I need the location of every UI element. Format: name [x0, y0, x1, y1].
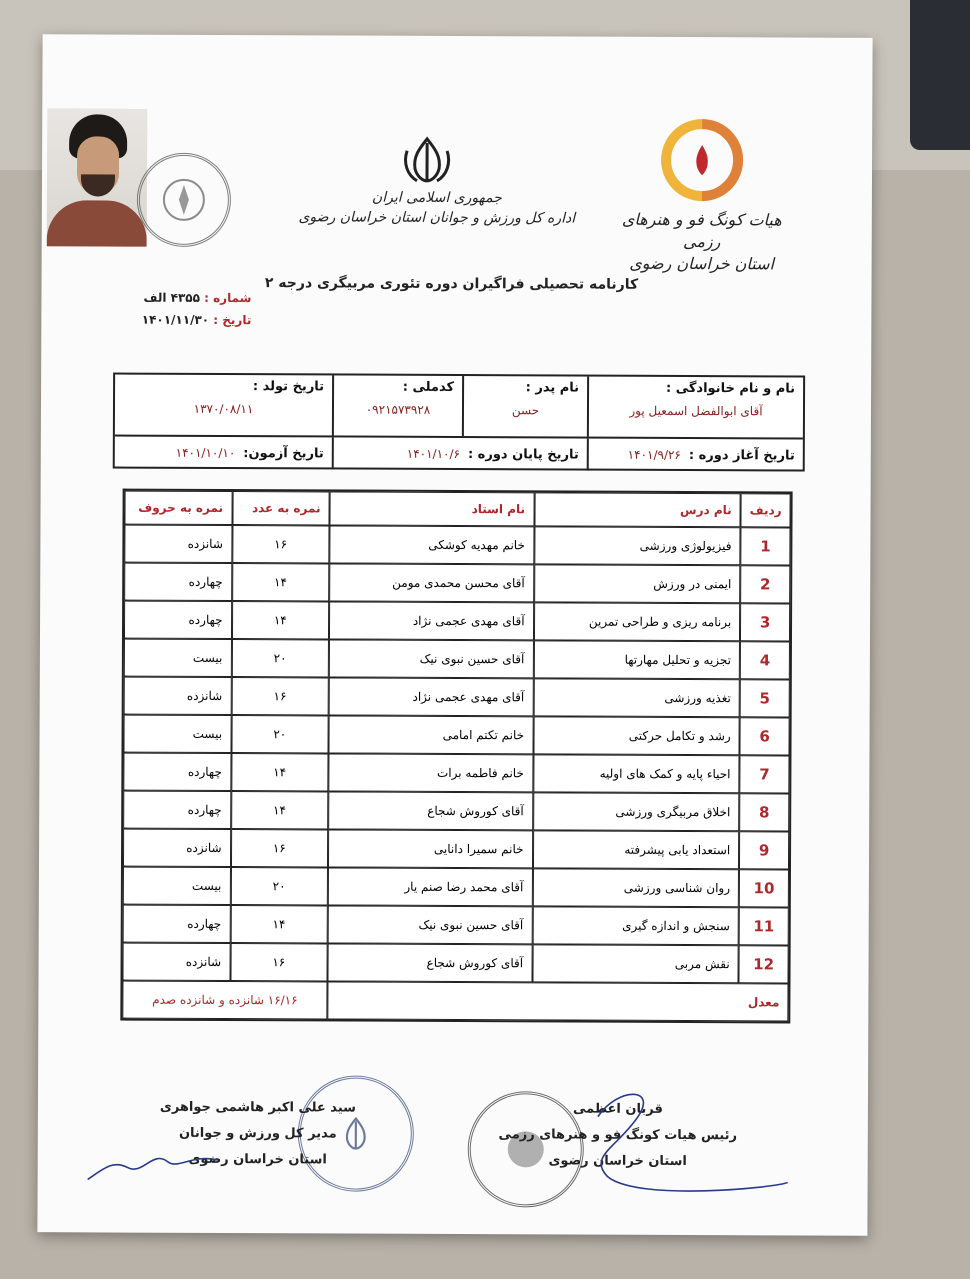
score-number: ۱۶	[230, 829, 328, 867]
score-number: ۱۴	[231, 753, 329, 791]
national-id-value: ۰۹۲۱۵۷۳۹۲۸	[365, 402, 431, 417]
teacher-name: خانم مهدیه کوشکی	[329, 525, 534, 564]
teacher-name: آقای مهدی عجمی نژاد	[329, 601, 534, 640]
score-words: چهارده	[124, 563, 232, 601]
ministry-line1: جمهوری اسلامی ایران	[371, 189, 502, 207]
table-row	[123, 829, 789, 870]
federation-header	[602, 209, 802, 276]
score-number: ۲۰	[230, 867, 328, 905]
course-name: استعداد یابی پیشرفته	[532, 830, 739, 869]
report-card-paper	[37, 34, 872, 1236]
ministry-header	[297, 187, 577, 228]
father-value: حسن	[511, 403, 540, 418]
row-number: 12	[739, 945, 789, 983]
left-signer-name: سید علی اکبر هاشمی جواهری	[159, 1099, 356, 1116]
score-words: شانزده	[123, 829, 231, 867]
score-number: ۲۰	[231, 715, 329, 753]
course-name: فیزیولوژی ورزشی	[534, 526, 741, 565]
row-number: 1	[740, 527, 790, 565]
national-id-cell	[332, 375, 462, 436]
right-signer-region: استان خراسان رضوی	[548, 1153, 687, 1170]
row-number: 10	[739, 869, 789, 907]
score-words: بیست	[124, 639, 232, 677]
left-signature-icon	[83, 1139, 223, 1190]
row-number: 5	[740, 679, 790, 717]
end-label: تاریخ پایان دوره :	[467, 446, 579, 463]
grades-table	[120, 489, 792, 1024]
teacher-name: آقای حسین نبوی نیک	[328, 905, 533, 944]
score-words: چهارده	[123, 753, 231, 791]
row-number: 3	[740, 603, 790, 641]
left-signer-title: مدیر کل ورزش و جوانان	[178, 1125, 337, 1142]
student-info-box	[113, 373, 805, 472]
teacher-name: آقای محسن محمدی مومن	[329, 563, 534, 602]
score-number: ۲۰	[231, 639, 329, 677]
document-title: کارنامه تحصیلی فراگیران دوره تئوری مربیگری درجه ۲	[264, 275, 639, 293]
teacher-name: آقای حسین نبوی نیک	[329, 639, 534, 678]
score-words: شانزده	[124, 677, 232, 715]
start-cell	[587, 439, 803, 472]
start-label: تاریخ آغاز دوره :	[688, 447, 795, 463]
table-row	[124, 639, 790, 680]
ministry-line2: اداره کل ورزش و جوانان استان خراسان رضوی	[298, 209, 576, 227]
course-name: احیاء پایه و کمک های اولیه	[533, 754, 740, 793]
score-words: چهارده	[123, 905, 231, 943]
course-name: برنامه ریزی و طراحی تمرین	[533, 602, 740, 641]
exam-label: تاریخ آزمون:	[243, 445, 324, 461]
row-number: 11	[739, 907, 789, 945]
score-words: شانزده	[124, 525, 232, 563]
teacher-name: آقای کوروش شجاع	[328, 791, 533, 830]
right-signature-icon	[578, 1077, 799, 1208]
course-name: رشد و تکامل حرکتی	[533, 716, 740, 755]
grades-body	[122, 525, 790, 1022]
table-row	[124, 563, 790, 604]
row-number: 4	[740, 641, 790, 679]
table-row	[124, 601, 790, 642]
table-row	[123, 753, 789, 794]
birth-value: ۱۳۷۰/۰۸/۱۱	[193, 401, 254, 417]
header-teacher: نام استاد	[329, 491, 534, 526]
score-number: ۱۴	[232, 563, 330, 601]
course-name: روان شناسی ورزشی	[532, 868, 739, 907]
exam-value: ۱۴۰۱/۱۰/۱۰	[175, 445, 236, 461]
teacher-name: آقای مهدی عجمی نژاد	[329, 677, 534, 716]
number-value: ۴۳۵۵ الف	[143, 290, 200, 305]
teacher-name: خانم سمیرا دانایی	[328, 829, 533, 868]
row-number: 8	[739, 793, 789, 831]
document-meta	[141, 287, 251, 331]
average-row	[122, 981, 788, 1022]
score-words: بیست	[123, 867, 231, 905]
course-name: اخلاق مربیگری ورزشی	[533, 792, 740, 831]
score-number: ۱۴	[231, 601, 329, 639]
date-value: ۱۴۰۱/۱۱/۳۰	[141, 312, 210, 327]
row-number: 6	[740, 717, 790, 755]
start-value: ۱۴۰۱/۹/۲۶	[627, 447, 681, 462]
score-number: ۱۴	[231, 791, 329, 829]
average-label: معدل	[327, 981, 788, 1021]
score-words: شانزده	[122, 943, 230, 981]
score-words: چهارده	[124, 601, 232, 639]
table-row	[123, 791, 789, 832]
federation-line2: استان خراسان رضوی	[629, 253, 775, 274]
end-value: ۱۴۰۱/۱۰/۶	[406, 446, 461, 462]
score-words: بیست	[123, 715, 231, 753]
table-row	[123, 905, 789, 946]
header-course: نام درس	[534, 492, 741, 527]
federation-logo-icon	[657, 115, 747, 205]
course-name: ایمنی در ورزش	[534, 564, 741, 603]
end-cell	[332, 437, 587, 470]
row-number: 9	[739, 831, 789, 869]
score-words: چهارده	[123, 791, 231, 829]
birth-label: تاریخ تولد :	[252, 379, 325, 395]
grades-header-row	[124, 491, 790, 528]
iran-emblem-icon	[397, 134, 457, 186]
teacher-name: آقای کوروش شجاع	[327, 943, 532, 982]
score-number: ۱۶	[231, 677, 329, 715]
header-score: نمره به عدد	[232, 491, 330, 525]
birth-cell	[115, 375, 332, 436]
teacher-name: آقای محمد رضا صنم یار	[328, 867, 533, 906]
right-signer-title: رئیس هیات کونگ فو و هنرهای رزمی	[498, 1127, 738, 1144]
right-signer-name: قربان اعظمی	[572, 1101, 663, 1117]
device-corner	[910, 0, 970, 150]
table-row	[122, 943, 788, 984]
table-row	[123, 867, 789, 908]
number-label: شماره :	[204, 290, 252, 306]
table-row	[124, 677, 790, 718]
score-number: ۱۴	[230, 905, 328, 943]
exam-cell	[115, 437, 332, 470]
average-value: ۱۶/۱۶ شانزده و شانزده صدم	[122, 981, 327, 1020]
name-value: آقای ابوالفضل اسمعیل پور	[629, 403, 763, 419]
father-label: نام پدر :	[525, 380, 580, 396]
course-name: تجزیه و تحلیل مهارتها	[533, 640, 740, 679]
teacher-name: خانم فاطمه برات	[328, 753, 533, 792]
table-row	[124, 525, 790, 566]
name-label: نام و نام خانوادگی :	[665, 380, 796, 397]
header-row-number: ردیف	[741, 493, 791, 527]
date-label: تاریخ :	[213, 312, 252, 328]
photo-stamp	[137, 153, 231, 247]
course-name: سنجش و اندازه گیری	[532, 906, 739, 945]
left-signer-region: استان خراسان رضوی	[188, 1151, 327, 1168]
course-name: نقش مربی	[532, 944, 739, 983]
header-score-words: نمره به حروف	[124, 491, 232, 525]
name-cell	[587, 377, 803, 438]
federation-line1: هیات کونگ فو و هنرهای رزمی	[621, 209, 782, 252]
father-cell	[462, 376, 587, 437]
course-name: تغذیه ورزشی	[533, 678, 740, 717]
row-number: 2	[740, 565, 790, 603]
teacher-name: خانم تکتم امامی	[328, 715, 533, 754]
score-number: ۱۶	[232, 525, 330, 563]
student-photo	[47, 108, 148, 246]
table-row	[123, 715, 789, 756]
national-id-label: کدملی :	[402, 379, 455, 395]
row-number: 7	[739, 755, 789, 793]
score-number: ۱۶	[230, 943, 328, 981]
